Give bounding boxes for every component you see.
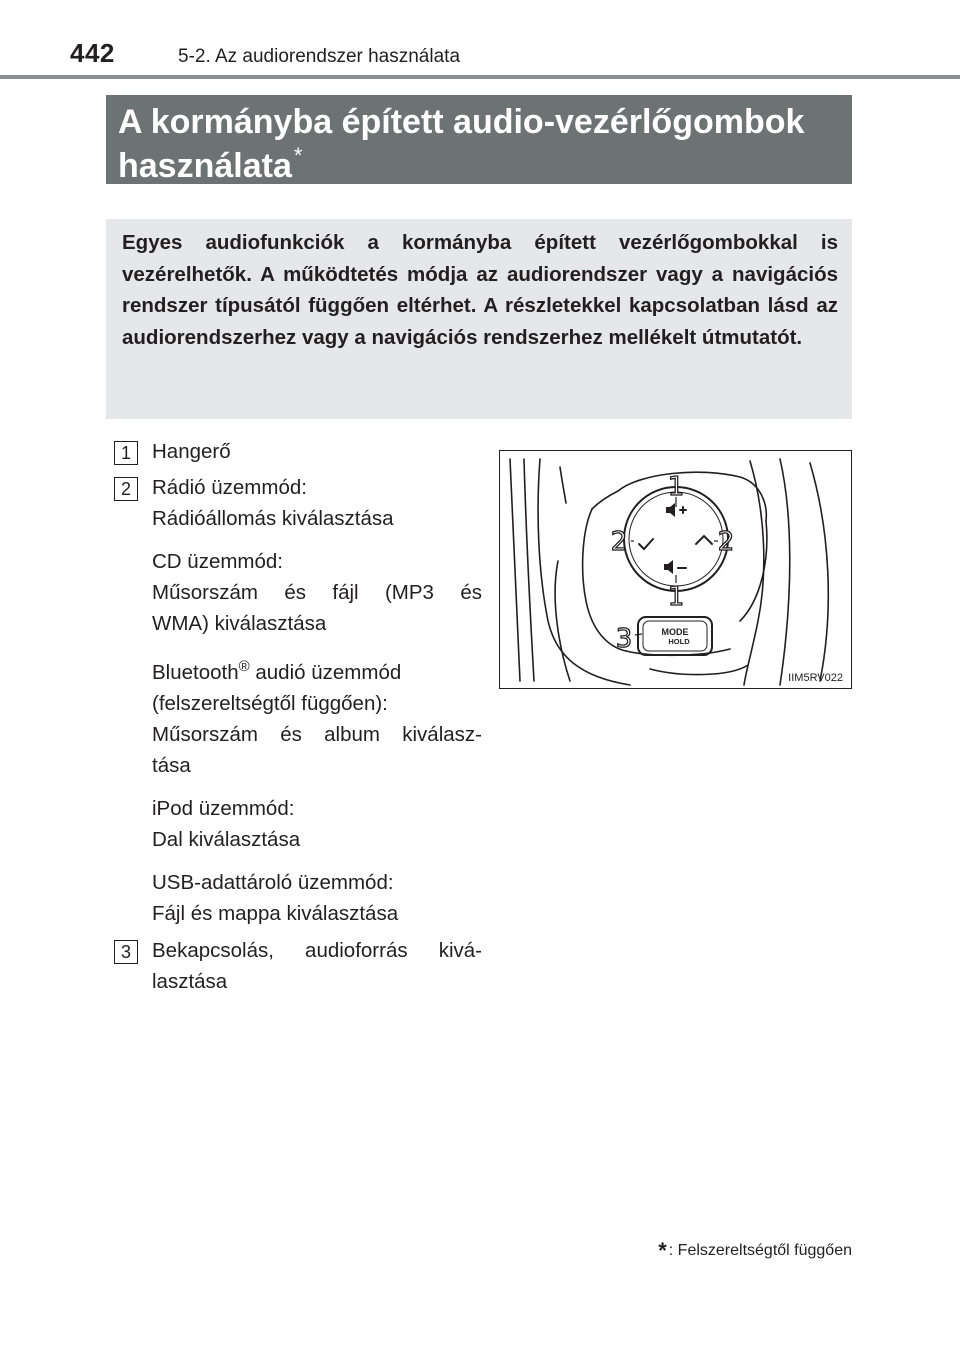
steering-wheel-figure <box>499 450 852 689</box>
footnote <box>658 1238 852 1264</box>
figure-code: IIM5RV022 <box>788 672 843 684</box>
ipod-mode: iPod üzemmód: <box>152 796 295 820</box>
title-bar <box>106 95 852 184</box>
item-label-a: Bekapcsolás, audioforrás kivá- <box>152 938 482 962</box>
ipod-action: Dal kiválasztása <box>152 827 301 851</box>
usb-mode: USB-adattároló üzemmód: <box>152 870 394 894</box>
item-label-b: lasztása <box>152 969 228 993</box>
intro-text: Egyes audiofunkciók a kormányba épített vezérlőgombokkal is vezérelhetők. A működtetés módja az audiorendszer vagy a navigációs rendszer típusától függően eltérhet. A részletekkel kapcsolatban lásd az audiorendszerhez vagy a navigációs rendszerhez mellékelt útmutatót. <box>122 231 838 349</box>
page-number: 442 <box>70 38 115 68</box>
up-arrow-icon <box>696 536 712 544</box>
title-line-1: A kormányba épített audio-vezérlőgombok <box>118 103 805 141</box>
mode-label: MODE <box>661 627 689 637</box>
radio-action: Rádióállomás kiválasztása <box>152 507 394 530</box>
bluetooth-mode-rest: audió üzemmód <box>249 660 402 684</box>
title-line-2 <box>118 143 302 186</box>
cd-action-a: Műsorszám és fájl (MP3 és <box>152 581 482 604</box>
title-asterisk: * <box>293 143 303 168</box>
header-rule <box>0 75 960 79</box>
callout-2-left: 2 <box>610 527 628 557</box>
title-text: használata <box>118 147 292 185</box>
item-label: Hangerő <box>152 440 231 463</box>
bluetooth-mode <box>152 651 482 688</box>
item-number-badge: 1 <box>114 441 138 465</box>
steering-wheel-illustration <box>500 451 850 687</box>
callout-3: 3 <box>615 624 633 654</box>
speaker-icon <box>664 560 673 574</box>
bluetooth-word: Bluetooth <box>152 660 239 684</box>
hold-label: HOLD <box>668 637 690 646</box>
callout-1-top: 1 <box>667 472 685 502</box>
usb-action: Fájl és mappa kiválasztása <box>152 901 399 925</box>
radio-mode: Rádió üzemmód: <box>152 476 307 499</box>
down-arrow-icon <box>639 539 653 549</box>
callout-1-bottom: 1 <box>667 582 685 612</box>
list-item-1 <box>112 436 482 467</box>
speaker-icon <box>666 503 675 517</box>
item-list <box>112 436 482 997</box>
cd-mode: CD üzemmód: <box>152 550 284 573</box>
footnote-text: : Felszereltségtől függően <box>668 1242 852 1259</box>
item-number-badge: 2 <box>114 477 138 501</box>
intro-box <box>106 219 852 419</box>
list-item-3 <box>112 935 482 997</box>
bluetooth-action-b: tása <box>152 753 191 777</box>
callout-2-right: 2 <box>717 527 735 557</box>
registered-mark: ® <box>238 658 250 675</box>
bluetooth-condition: (felszereltségtől függően): <box>152 691 388 715</box>
running-head: 5-2. Az audiorendszer használata <box>178 46 461 67</box>
item-number-badge: 3 <box>114 940 138 964</box>
list-item-2 <box>112 472 482 929</box>
bluetooth-action-a: Műsorszám és album kiválasz- <box>152 722 482 746</box>
cd-action-b: WMA) kiválasztása <box>152 612 327 635</box>
footnote-star: * <box>658 1238 667 1263</box>
